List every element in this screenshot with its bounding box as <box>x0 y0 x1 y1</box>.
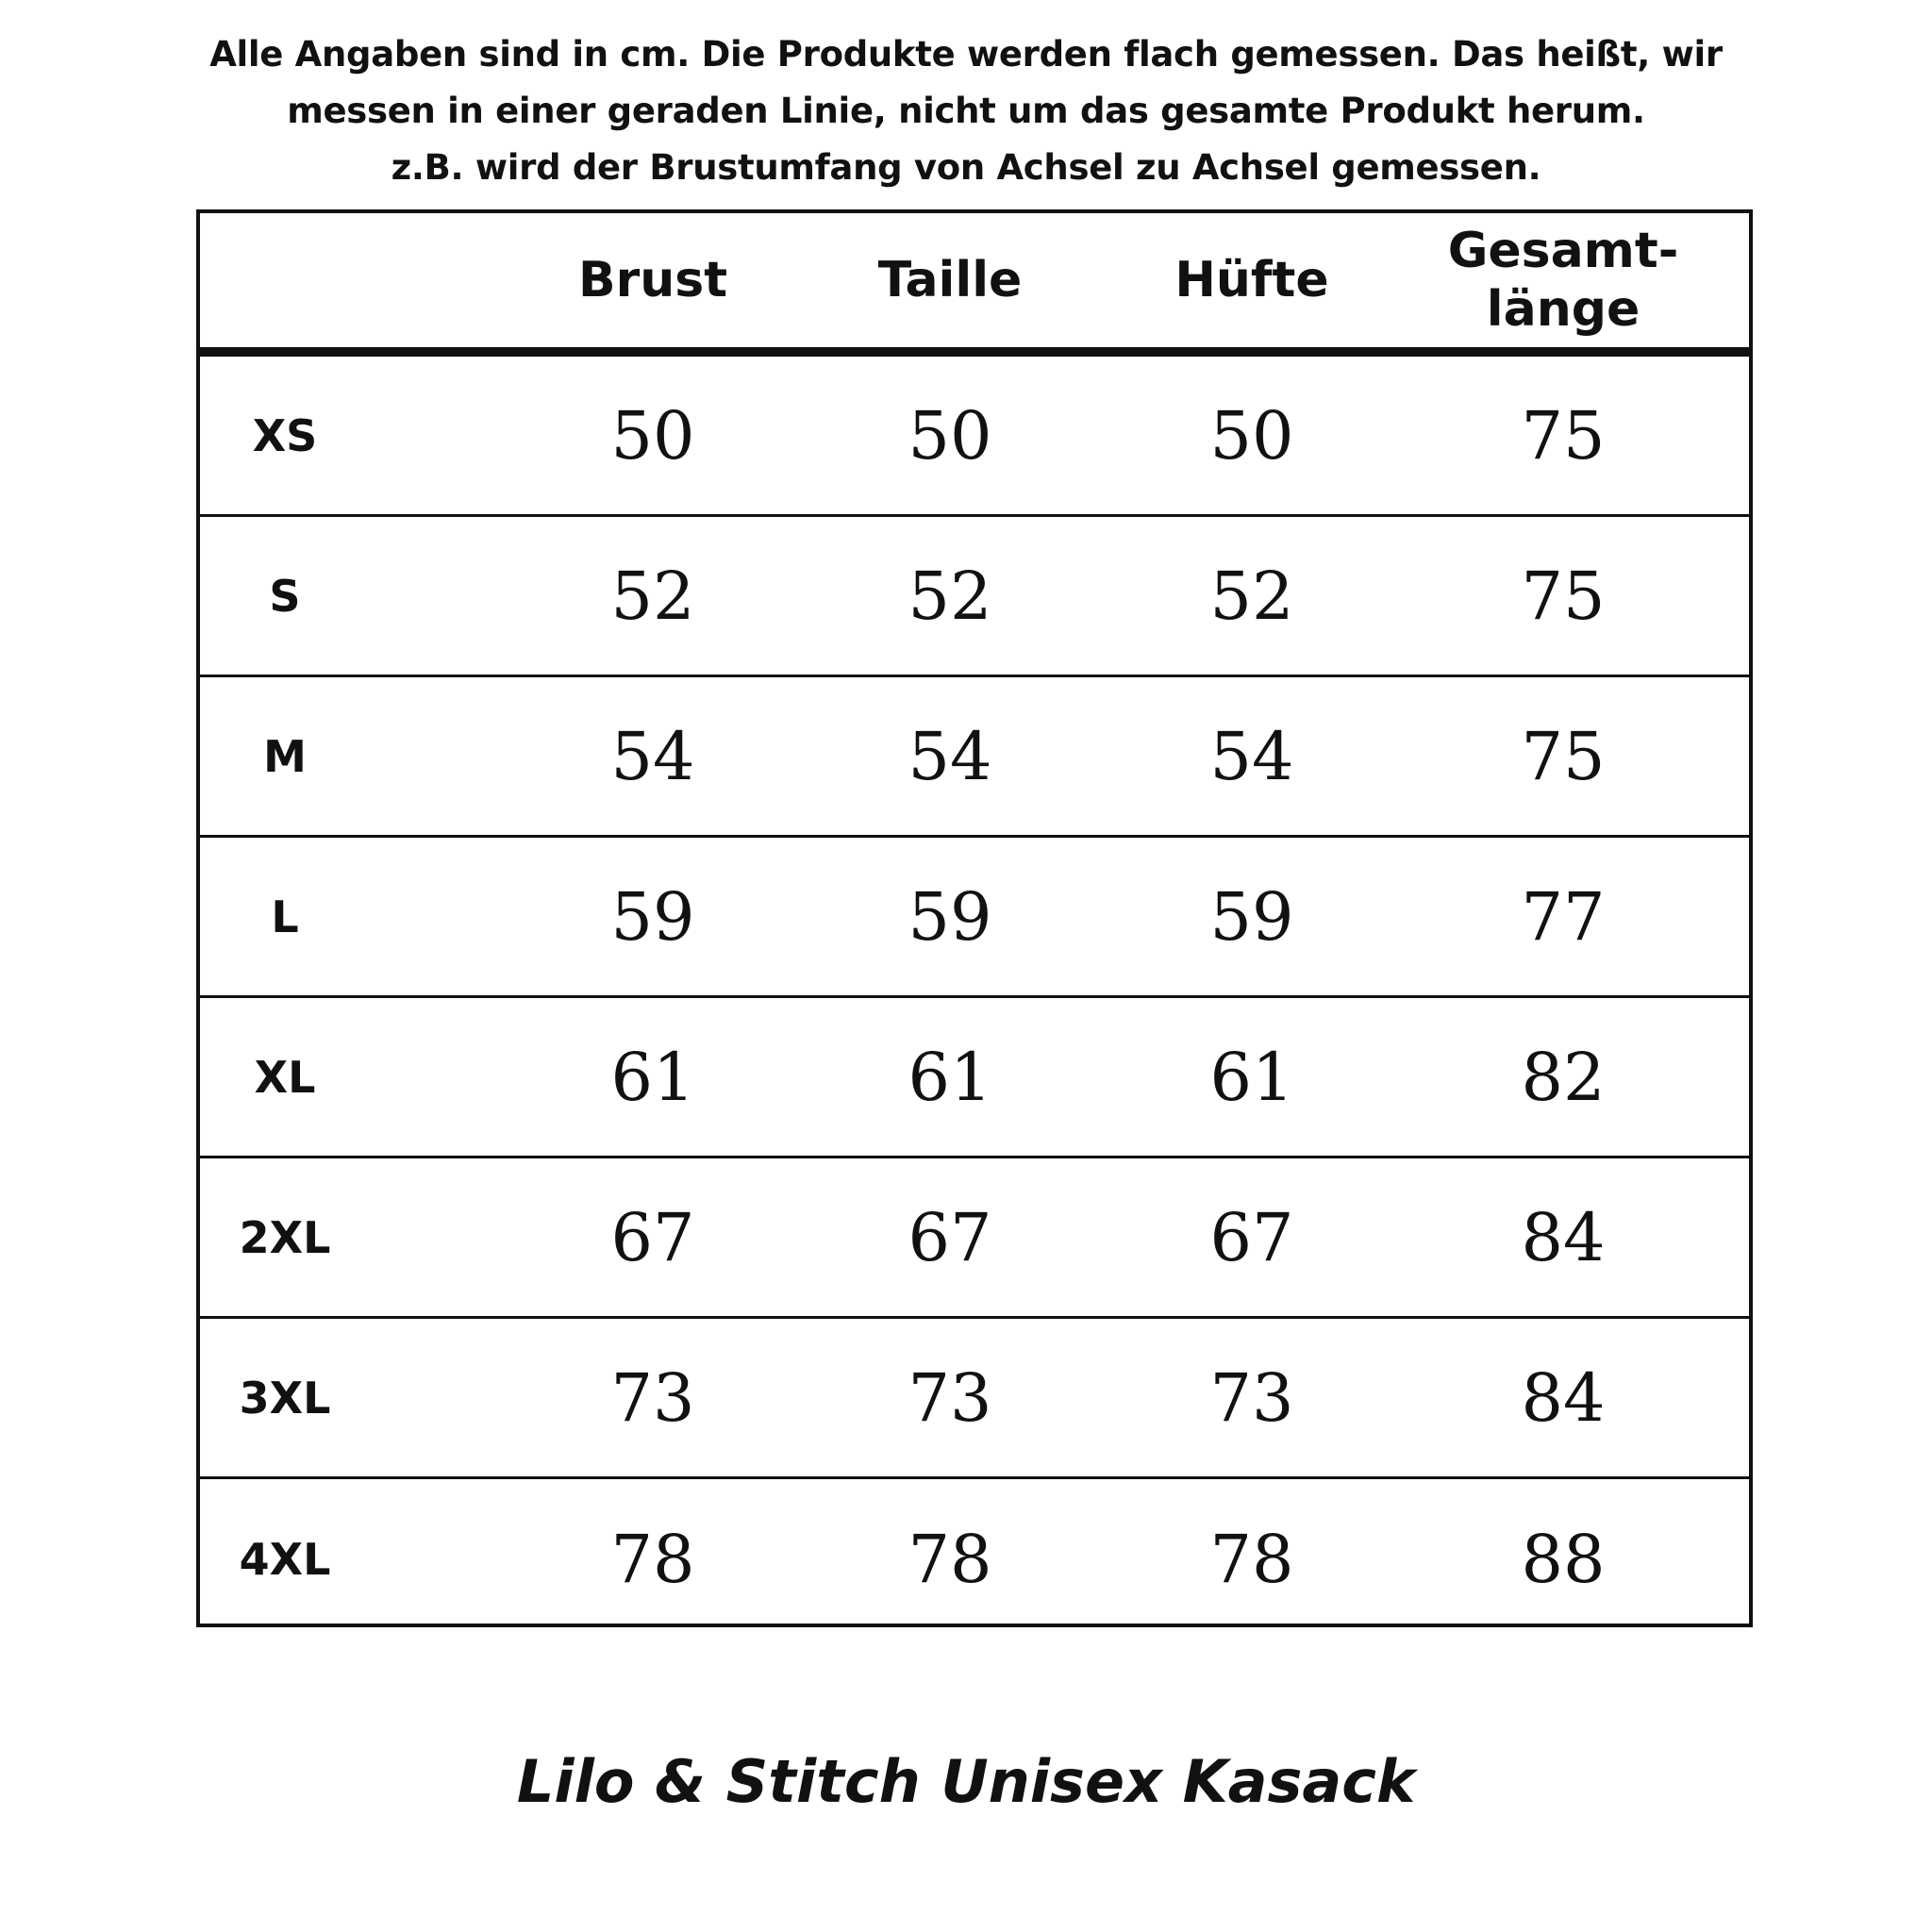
header-gesamtlaenge-line2: länge <box>1486 281 1641 338</box>
table-row <box>200 1479 1749 1640</box>
taille-value: 52 <box>908 557 992 635</box>
laenge-value: 75 <box>1521 396 1606 475</box>
size-label: 2XL <box>239 1211 331 1263</box>
laenge-value: 77 <box>1521 877 1606 956</box>
taille-value: 73 <box>908 1358 992 1437</box>
brust-value: 52 <box>610 557 695 635</box>
size-label: 3XL <box>239 1372 331 1424</box>
intro-line-3: z.B. wird der Brustumfang von Achsel zu Achsel gemessen. <box>391 147 1541 188</box>
huefte-value: 78 <box>1209 1521 1294 1598</box>
huefte-value: 52 <box>1209 557 1294 635</box>
laenge-value: 75 <box>1521 717 1606 795</box>
brust-value: 73 <box>610 1358 695 1437</box>
table-row <box>200 517 1749 677</box>
table-row <box>200 1319 1749 1479</box>
laenge-value: 88 <box>1521 1521 1606 1598</box>
size-label: S <box>269 570 301 622</box>
header-huefte: Hüfte <box>1174 252 1329 308</box>
table-row <box>200 998 1749 1158</box>
laenge-value: 84 <box>1521 1198 1606 1276</box>
table-body <box>200 357 1749 1624</box>
brust-value: 50 <box>610 396 695 475</box>
huefte-value: 61 <box>1209 1038 1294 1116</box>
table-row <box>200 357 1749 517</box>
brust-value: 54 <box>610 717 695 795</box>
laenge-value: 84 <box>1521 1358 1606 1437</box>
table-row <box>200 838 1749 998</box>
laenge-value: 75 <box>1521 557 1606 635</box>
brust-value: 59 <box>610 877 695 956</box>
table-row <box>200 677 1749 838</box>
intro-line-2: messen in einer geraden Linie, nicht um das gesamte Produkt herum. <box>287 91 1645 131</box>
header-brust: Brust <box>577 252 728 308</box>
intro-text <box>0 26 1932 196</box>
header-gesamtlaenge-line1: Gesamt- <box>1447 223 1679 279</box>
size-chart-table <box>196 209 1753 1627</box>
size-label: L <box>271 891 299 942</box>
huefte-value: 50 <box>1209 396 1294 475</box>
taille-value: 59 <box>908 877 992 956</box>
size-label: XL <box>254 1051 316 1103</box>
huefte-value: 73 <box>1209 1358 1294 1437</box>
header-gesamtlaenge <box>1407 213 1719 347</box>
huefte-value: 59 <box>1209 877 1294 956</box>
header-taille: Taille <box>877 252 1023 308</box>
brust-value: 61 <box>610 1038 695 1116</box>
size-label: XS <box>252 409 318 461</box>
taille-value: 67 <box>908 1198 992 1276</box>
huefte-value: 54 <box>1209 717 1294 795</box>
table-header-row <box>200 213 1749 357</box>
table-row <box>200 1158 1749 1319</box>
brust-value: 67 <box>610 1198 695 1276</box>
laenge-value: 82 <box>1521 1038 1606 1116</box>
taille-value: 50 <box>908 396 992 475</box>
taille-value: 78 <box>908 1521 992 1598</box>
huefte-value: 67 <box>1209 1198 1294 1276</box>
product-title: Lilo & Stitch Unisex Kasack <box>516 1747 1416 1816</box>
taille-value: 61 <box>908 1038 992 1116</box>
size-label: M <box>263 730 307 782</box>
brust-value: 78 <box>610 1521 695 1598</box>
intro-line-1: Alle Angaben sind in cm. Die Produkte werden flach gemessen. Das heißt, wir <box>209 34 1723 75</box>
size-label: 4XL <box>239 1534 331 1585</box>
taille-value: 54 <box>908 717 992 795</box>
